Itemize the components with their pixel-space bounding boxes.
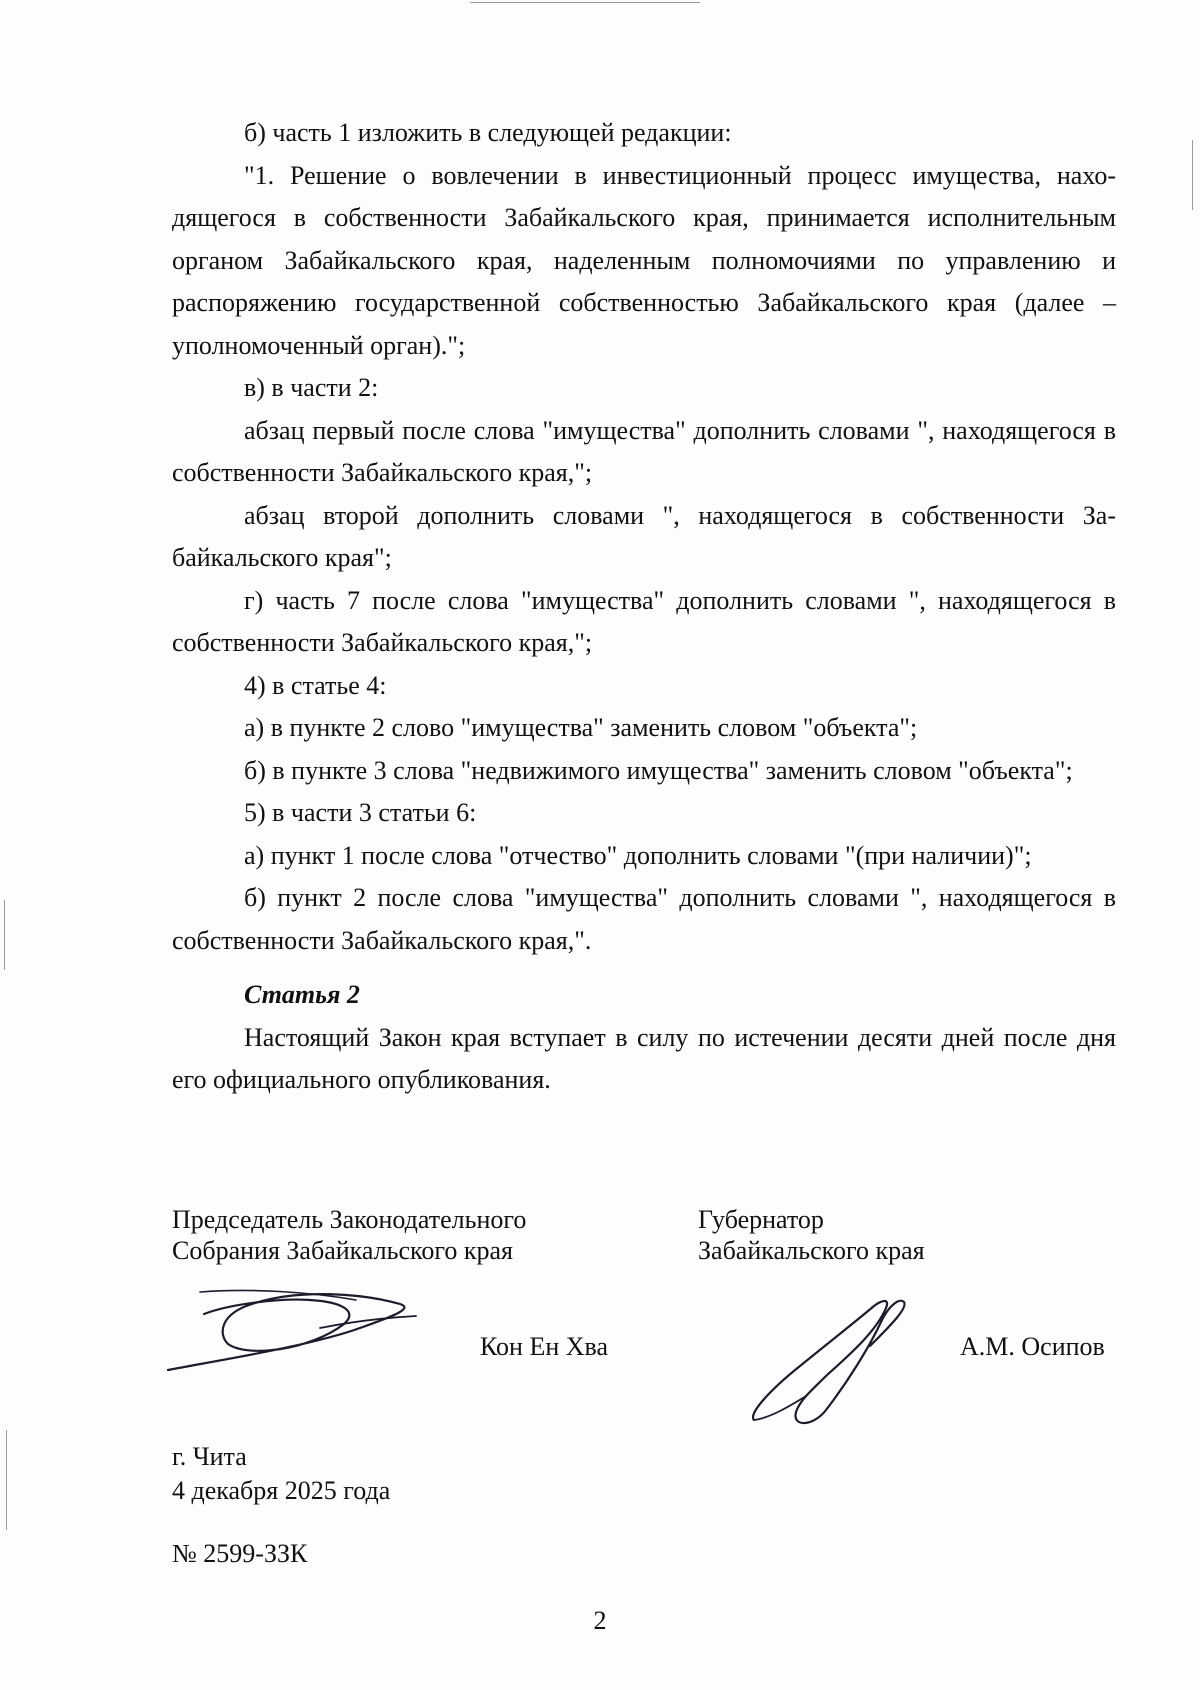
- paragraph: 4) в статье 4:: [244, 670, 387, 700]
- paragraph: а) в пункте 2 слово "имущества" заменить словом "объекта";: [244, 713, 918, 742]
- right-title-line: Губернатор: [698, 1205, 824, 1234]
- scan-artifact-left-edge: [4, 900, 5, 970]
- left-title-line: Председатель Законодательного: [172, 1205, 527, 1234]
- left-signatory-name: Кон Ен Хва: [480, 1332, 609, 1361]
- article-text: Настоящий Закон края вступает в силу по истечении десяти дней после дня его официального опубликования.: [172, 1022, 1116, 1094]
- law-number: № 2599-ЗЗК: [172, 1539, 308, 1568]
- right-title-line: Забайкальского края: [698, 1236, 925, 1265]
- city: г. Чита: [172, 1442, 247, 1471]
- paragraph: б) пункт 2 после слова "имущества" дополнить словами ", находящегося в собственности Забайкальского края,".: [172, 883, 1116, 955]
- paragraph: б) часть 1 изложить в следующей редакции:: [244, 118, 732, 147]
- left-signatory-title: [172, 1204, 526, 1266]
- signing-date: 4 декабря 2025 года: [172, 1476, 391, 1505]
- paragraph: "1. Решение о вовлечении в инвестиционный процесс имущества, находящегося в собственности Забайкальского края, принимается исполнительным органом Забайкальского края, наделенным полномочиями по управлению и распоряжению государственной собственностью Забайкальского края (далее – уполномоченный орган).";: [172, 160, 1116, 360]
- document-body: [172, 112, 1116, 1102]
- right-signatory-name: А.М. Осипов: [960, 1332, 1105, 1361]
- right-handwritten-signature: [740, 1294, 920, 1434]
- paragraph: абзац первый после слова "имущества" дополнить словами ", находящегося в собственности Забайкальского края,";: [172, 415, 1116, 487]
- page-number: 2: [593, 1606, 607, 1635]
- right-signatory-title: [698, 1204, 925, 1266]
- left-title-line: Собрания Забайкальского края: [172, 1236, 513, 1265]
- paragraph: г) часть 7 после слова "имущества" дополнить словами ", находящегося в собственности Забайкальского края,";: [172, 585, 1116, 657]
- article-heading: Статья 2: [244, 980, 360, 1009]
- paragraph: 5) в части 3 статьи 6:: [244, 798, 477, 827]
- paragraph: в) в части 2:: [244, 373, 379, 402]
- paragraph: б) в пункте 3 слова "недвижимого имущества" заменить словом "объекта";: [244, 755, 1073, 785]
- paragraph: а) пункт 1 после слова "отчество" дополнить словами "(при наличии)";: [244, 840, 1032, 870]
- scan-artifact-top: [470, 2, 700, 3]
- place-and-date: [172, 1440, 390, 1508]
- left-handwritten-signature: [160, 1288, 430, 1378]
- paragraph: абзац второй дополнить словами ", находящегося в собственности Забайкальского края";: [172, 500, 1116, 572]
- scan-artifact-left-bottom: [6, 1430, 7, 1530]
- scan-artifact-right-edge: [1192, 140, 1193, 210]
